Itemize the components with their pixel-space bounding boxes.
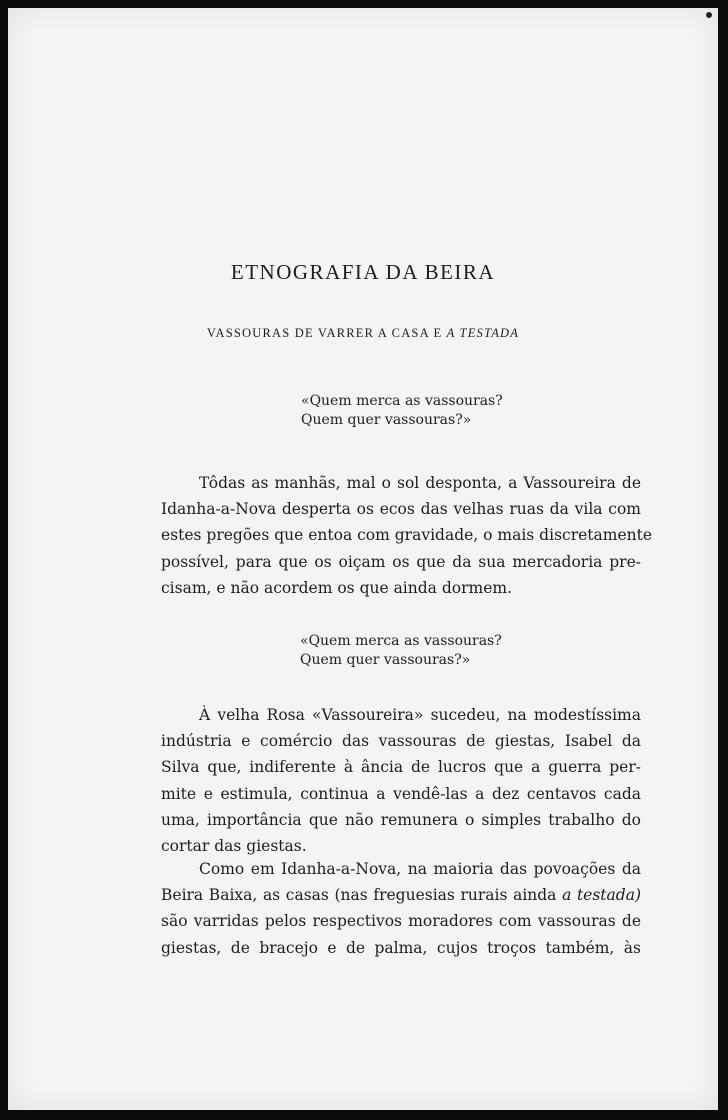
text-line: giestas, de bracejo e de palma, cujos troços também, às (161, 938, 641, 957)
text-line: cisam, e não acordem os que ainda dormem. (161, 578, 512, 597)
text-line: Tôdas as manhãs, mal o sol desponta, a Vassoureira de (199, 474, 641, 492)
subtitle-main: VASSOURAS DE VARRER A CASA E (206, 326, 443, 340)
repeated-verse (300, 632, 502, 670)
text-line: Como em Idanha-a-Nova, na maioria das povoações da (199, 860, 641, 878)
text-line: À velha Rosa «Vassoureira» sucedeu, na modestíssima (199, 706, 641, 724)
text-line: estes pregões que entoa com gravidade, o mais discretamente (161, 526, 653, 545)
text-line: Silva que, indiferente à ância de lucros que a guerra per- (161, 758, 641, 777)
text-line: indústria e comércio das vassouras de giestas, Isabel da (161, 732, 641, 751)
italic-phrase: a testada) (562, 886, 641, 905)
scan-mark (706, 12, 712, 18)
paragraph-3 (161, 856, 641, 961)
paragraph-2 (161, 702, 641, 859)
text-line: mite e estimula, continua a vendê-las a dez centavos cada (161, 784, 641, 803)
page-subtitle (8, 326, 718, 341)
page-title: ETNOGRAFIA DA BEIRA (230, 260, 496, 284)
paragraph-1 (161, 470, 653, 601)
subtitle-italic: A TESTADA (446, 326, 520, 340)
epigraph-verse (301, 392, 503, 430)
text-line: cortar das giestas. (161, 837, 307, 856)
text-line: Beira Baixa, as casas (nas freguesias rurais ainda a testada) (161, 886, 641, 905)
text-line: uma, importância que não remunera o simples trabalho do (161, 810, 641, 829)
text-line: são varridas pelos respectivos moradores com vassouras de (161, 912, 641, 931)
text-line: Idanha-a-Nova desperta os ecos das velhas ruas da vila com (161, 500, 641, 519)
verse-line: «Quem merca as vassouras? (300, 633, 502, 649)
document-page (8, 8, 718, 1110)
verse-line: Quem quer vassouras?» (300, 652, 471, 668)
text-line: possível, para que os oiçam os que da sua mercadoria pre- (161, 552, 641, 571)
verse-line: Quem quer vassouras?» (301, 412, 472, 428)
verse-line: «Quem merca as vassouras? (301, 393, 503, 409)
